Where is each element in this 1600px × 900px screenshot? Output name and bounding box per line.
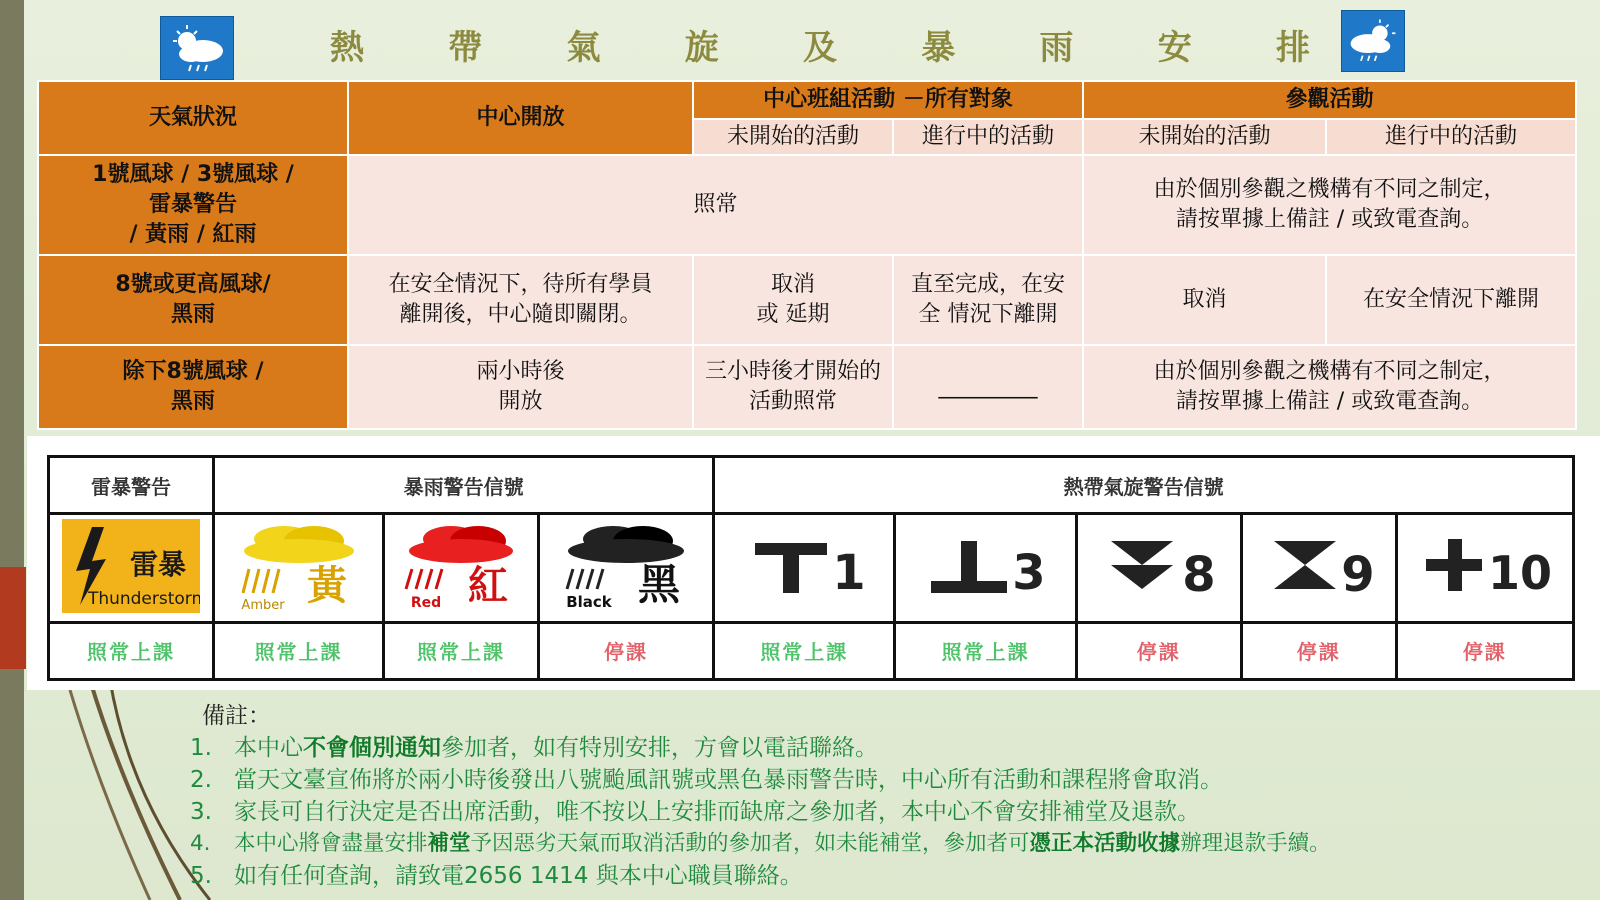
- row-condition: 除下8號風球 / 黑雨: [38, 345, 348, 429]
- row-visit-not-started: 取消: [1083, 255, 1326, 345]
- row-class-not-started: 三小時後才開始的 活動照常: [693, 345, 893, 429]
- typhoon-signal-3-icon: [895, 514, 1076, 622]
- row-visit: 由於個別參觀之機構有不同之制定， 請按單據上備註 / 或致電查詢。: [1083, 345, 1576, 429]
- status-signal-9: 停課: [1241, 622, 1396, 679]
- note-text: 如有任何查詢，請致電2656 1414 與本中心職員聯絡。: [234, 863, 803, 889]
- note-bold: 不會個別通知: [303, 735, 441, 761]
- amber-zh-label: 黃: [306, 562, 347, 609]
- note-item: [190, 828, 1590, 860]
- note-item: [190, 732, 1590, 764]
- row-visit: 由於個別參觀之機構有不同之制定， 請按單據上備註 / 或致電查詢。: [1083, 155, 1576, 255]
- note-item: [190, 796, 1590, 828]
- note-number: 3.: [190, 799, 212, 825]
- header-class-activity: 中心班組活動 －所有對象: [693, 81, 1083, 119]
- note-item: [190, 860, 1590, 892]
- status-red: 照常上課: [384, 622, 539, 679]
- note-text: 參加者，如有特別安排，方會以電話聯絡。: [441, 735, 878, 761]
- red-rainstorm-icon: [384, 514, 539, 622]
- black-en-label: Black: [566, 592, 612, 611]
- row-condition: 1號風球 / 3號風球 / 雷暴警告 / 黃雨 / 紅雨: [38, 155, 348, 255]
- note-number: 4.: [190, 831, 211, 856]
- weather-schedule-table: [37, 80, 1577, 430]
- weather-cloud-sun-rain-icon: [1341, 10, 1405, 72]
- title-char: 及: [803, 28, 837, 68]
- note-number: 5.: [190, 863, 212, 889]
- black-rainstorm-icon: [538, 514, 713, 622]
- header-weather: 天氣狀況: [38, 81, 348, 155]
- note-text: 本中心將會盡量安排: [234, 831, 428, 856]
- status-signal-1: 照常上課: [714, 622, 895, 679]
- page-title: [330, 20, 1310, 70]
- title-char: 熱: [330, 28, 364, 68]
- red-en-label: Red: [410, 594, 442, 611]
- status-amber: 照常上課: [214, 622, 384, 679]
- note-text: 當天文臺宣佈將於兩小時後發出八號颱風訊號或黑色暴雨警告時，中心所有活動和課程將會取消。: [234, 767, 1223, 793]
- status-thunderstorm: 照常上課: [49, 622, 214, 679]
- left-decor-red-block: [0, 567, 26, 669]
- signal-9-number: 9: [1341, 546, 1375, 601]
- subheader-in-progress: 進行中的活動: [893, 119, 1083, 155]
- signal-3-number: 3: [1011, 544, 1046, 601]
- row-visit-in-progress: 在安全情況下離開: [1326, 255, 1576, 345]
- title-char: 安: [1157, 28, 1192, 68]
- subheader-not-started: 未開始的活動: [693, 119, 893, 155]
- note-text: 本中心: [234, 735, 303, 761]
- amber-rainstorm-icon: [214, 514, 384, 622]
- thunderstorm-zh-label: 雷暴: [129, 547, 187, 581]
- note-bold: 憑正本活動收據: [1029, 831, 1181, 856]
- typhoon-signal-1-icon: [714, 514, 895, 622]
- title-char: 雨: [1039, 28, 1074, 68]
- notes-title: 備註：: [202, 703, 271, 729]
- note-bold: 補堂: [427, 831, 471, 856]
- amber-en-label: Amber: [240, 597, 285, 613]
- typhoon-signal-9-icon: [1241, 514, 1396, 622]
- subheader-visit-not-started: 未開始的活動: [1083, 119, 1326, 155]
- title-char: 暴: [921, 28, 956, 68]
- title-char: 氣: [566, 28, 601, 68]
- group-rainstorm: 暴雨警告信號: [214, 457, 714, 514]
- notes-section: [190, 700, 1590, 892]
- signal-10-number: 10: [1487, 545, 1552, 600]
- signal-8-number: 8: [1182, 546, 1216, 601]
- note-number: 2.: [190, 767, 212, 793]
- group-tropical-cyclone: 熱帶氣旋警告信號: [714, 457, 1574, 514]
- status-black: 停課: [538, 622, 713, 679]
- group-thunderstorm: 雷暴警告: [49, 457, 214, 514]
- row-condition: 8號或更高風球/ 黑雨: [38, 255, 348, 345]
- typhoon-signal-10-icon: [1396, 514, 1573, 622]
- row-centre: 照常: [348, 155, 1083, 255]
- status-signal-10: 停課: [1396, 622, 1573, 679]
- row-class-in-progress: 直至完成，在安 全 情況下離開: [893, 255, 1083, 345]
- header-centre-open: 中心開放: [348, 81, 693, 155]
- row-class-in-progress: _________: [893, 345, 1083, 429]
- signal-1-number: 1: [832, 544, 867, 601]
- thunderstorm-warning-icon: [49, 514, 214, 622]
- black-zh-label: 黑: [638, 559, 681, 609]
- thunderstorm-en-label: Thunderstorm: [87, 588, 200, 609]
- note-text: 辦理退款手續。: [1180, 831, 1331, 856]
- title-char: 旋: [684, 28, 719, 68]
- status-signal-8: 停課: [1076, 622, 1241, 679]
- left-decor-bar: [0, 0, 24, 900]
- note-number: 1.: [190, 735, 212, 761]
- weather-cloud-sun-rain-icon: [160, 16, 234, 80]
- subheader-visit-in-progress: 進行中的活動: [1326, 119, 1576, 155]
- row-centre: 兩小時後 開放: [348, 345, 693, 429]
- title-char: 排: [1276, 28, 1310, 68]
- title-char: 帶: [448, 28, 483, 68]
- header-visit-activity: 參觀活動: [1083, 81, 1576, 119]
- status-signal-3: 照常上課: [895, 622, 1076, 679]
- note-item: [190, 764, 1590, 796]
- warning-signals-table: [47, 455, 1575, 681]
- row-class-not-started: 取消 或 延期: [693, 255, 893, 345]
- note-text: 家長可自行決定是否出席活動，唯不按以上安排而缺席之參加者，本中心不會安排補堂及退款。: [234, 799, 1200, 825]
- note-text: 予因惡劣天氣而取消活動的參加者，如未能補堂，參加者可: [470, 831, 1030, 856]
- red-zh-label: 紅: [468, 562, 509, 609]
- row-centre: 在安全情況下，待所有學員 離開後，中心隨即關閉。: [348, 255, 693, 345]
- typhoon-signal-8-icon: [1076, 514, 1241, 622]
